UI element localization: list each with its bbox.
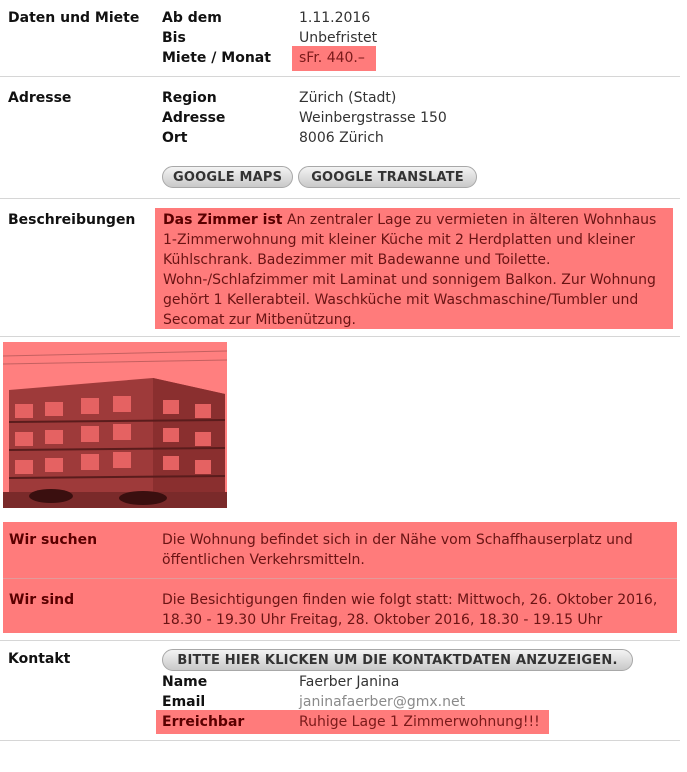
wir-sind-label: Wir sind (9, 592, 75, 608)
label-name: Name (162, 674, 208, 690)
wir-suchen-band (3, 522, 677, 578)
label-city: Ort (162, 130, 188, 146)
google-translate-button[interactable]: GOOGLE TRANSLATE (298, 166, 477, 188)
divider (0, 640, 680, 641)
apartment-photo[interactable] (3, 342, 227, 508)
value-name: Faerber Janina (299, 674, 400, 690)
label-start-date: Ab dem (162, 10, 222, 26)
section-label-address: Adresse (8, 90, 72, 106)
divider (0, 740, 680, 741)
label-rent: Miete / Monat (162, 50, 271, 66)
value-street: Weinbergstrasse 150 (299, 110, 447, 126)
divider (0, 336, 680, 337)
google-maps-button[interactable]: GOOGLE MAPS (162, 166, 293, 188)
label-region: Region (162, 90, 217, 106)
description-box (155, 208, 673, 329)
section-label-contact: Kontakt (8, 651, 71, 667)
building-image (3, 342, 227, 508)
value-start-date: 1.11.2016 (299, 10, 371, 26)
value-city: 8006 Zürich (299, 130, 384, 146)
value-rent: sFr. 440.– (299, 50, 365, 66)
label-reachable: Erreichbar (162, 714, 245, 730)
divider (0, 198, 680, 199)
wir-suchen-text: Die Wohnung befindet sich in der Nähe vom Schaffhauserplatz und öffentlichen Verkehrsmitteln. (162, 532, 633, 568)
label-email: Email (162, 694, 206, 710)
description-lead: Das Zimmer ist (163, 212, 283, 228)
label-street: Adresse (162, 110, 226, 126)
section-label-description: Beschreibungen (8, 212, 136, 228)
value-region: Zürich (Stadt) (299, 90, 397, 106)
value-email[interactable]: janinafaerber@gmx.net (299, 694, 466, 710)
label-end-date: Bis (162, 30, 186, 46)
show-contact-button[interactable]: BITTE HIER KLICKEN UM DIE KONTAKTDATEN ANZUZEIGEN. (162, 649, 633, 671)
section-label-dates: Daten und Miete (8, 10, 140, 26)
value-reachable: Ruhige Lage 1 Zimmerwohnung!!! (299, 714, 540, 730)
wir-sind-text: Die Besichtigungen finden wie folgt statt: Mittwoch, 26. Oktober 2016, 18.30 - 19.30 Uhr Freitag, 28. Oktober 2016, 18.30 - 19.15 Uhr (162, 592, 658, 628)
divider (0, 76, 680, 77)
wir-suchen-label: Wir suchen (9, 532, 98, 548)
wir-sind-band (3, 579, 677, 633)
value-end-date: Unbefristet (299, 30, 378, 46)
description-text: An zentraler Lage zu vermieten in älteren Wohnhaus 1-Zimmerwohnung mit kleiner Küche mit 2 Herdplatten und kleiner Kühlschrank. Badezimmer mit Badewanne und Toilette. Wohn-/Schlafzimmer mit Laminat und sonnigem Balkon. Zur Wohnung gehört 1 Kellerabteil. Waschküche mit Waschmaschine/Tumbler und Secomat zur Mitbenützung. (163, 212, 657, 328)
